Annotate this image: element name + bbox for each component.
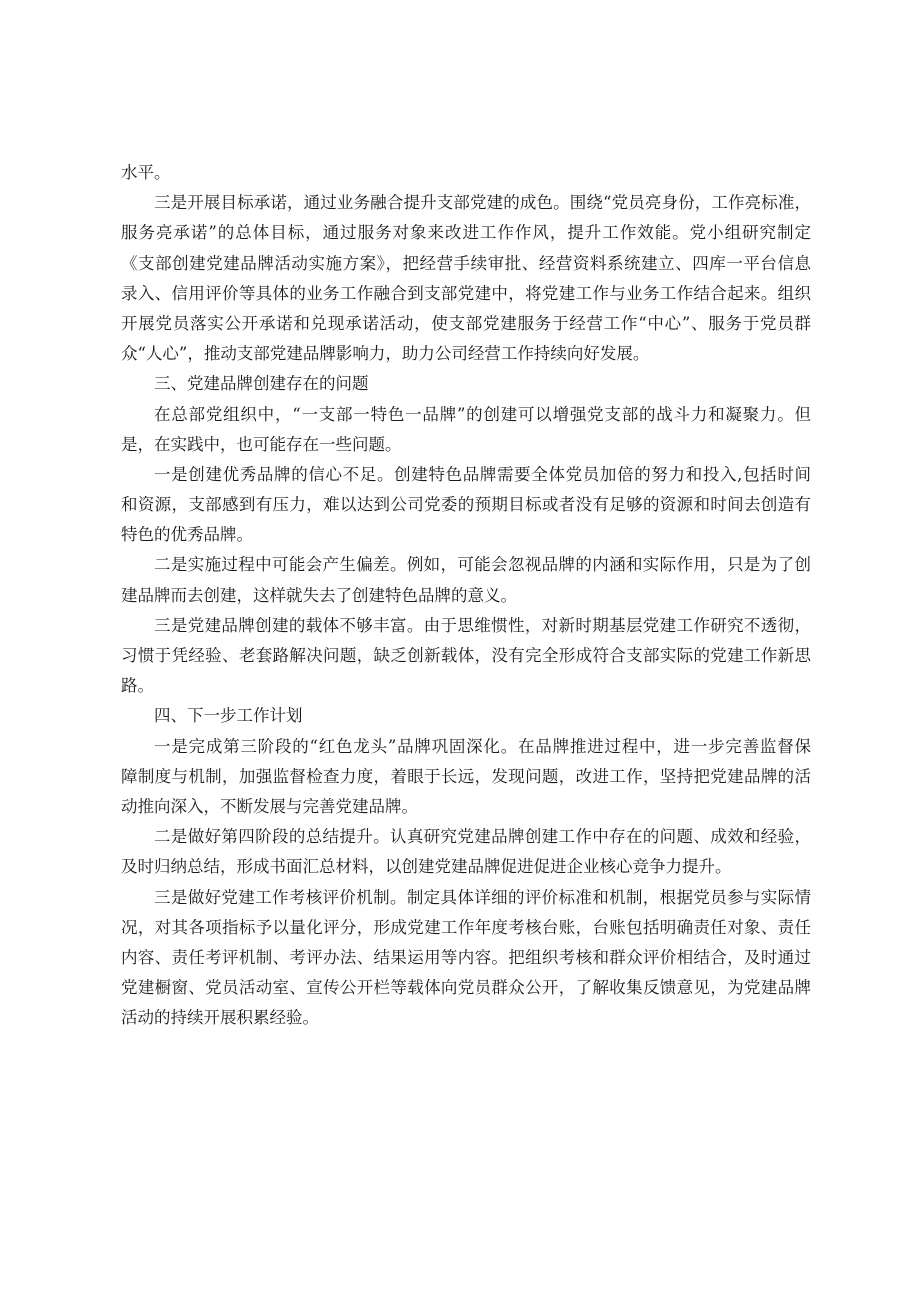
text-line: 在总部党组织中，“一支部一特色一品牌”的创建可以增强党支部的战斗力和凝聚力。但 [154, 404, 811, 424]
text-line: 二是做好第四阶段的总结提升。认真研究党建品牌创建工作中存在的问题、成效和经验， [154, 827, 811, 847]
text-line: 活动的持续开展积累经验。 [121, 1008, 319, 1028]
paragraph-plan-three [121, 883, 811, 1034]
paragraph-problem-three [121, 611, 811, 702]
paragraph-plan-one [121, 732, 811, 823]
text-line: 党建橱窗、党员活动室、宣传公开栏等载体向党员群众公开，了解收集反馈意见，为党建品牌 [121, 978, 811, 998]
text-line: 路。 [121, 676, 154, 696]
text-line: 障制度与机制，加强监督检查力度，着眼于长远，发现问题，改进工作，坚持把党建品牌的活 [121, 766, 811, 786]
text-line: 一是创建优秀品牌的信心不足。创建特色品牌需要全体党员加倍的努力和投入,包括时间 [154, 464, 811, 484]
text-line: 习惯于凭经验、老套路解决问题，缺乏创新载体，没有完全形成符合支部实际的党建工作新思 [121, 646, 811, 665]
text-line: 一是完成第三阶段的“红色龙头”品牌巩固深化。在品牌推进过程中，进一步完善监督保 [154, 736, 811, 756]
paragraph-problem-one [121, 460, 811, 551]
section-heading: 三、党建品牌创建存在的问题 [154, 374, 369, 394]
text-line: 二是实施过程中可能会产生偏差。例如，可能会忽视品牌的内涵和实际作用，只是为了创 [154, 555, 811, 575]
text-line: 和资源，支部感到有压力，难以达到公司党委的预期目标或者没有足够的资源和时间去创造有 [121, 495, 811, 515]
text-line: 建品牌而去创建，这样就失去了创建特色品牌的意义。 [121, 585, 517, 605]
text-line: 三是开展目标承诺，通过业务融合提升支部党建的成色。围绕“党员亮身份，工作亮标准， [154, 193, 811, 213]
section-heading: 四、下一步工作计划 [154, 706, 303, 726]
text-line: 《支部创建党建品牌活动实施方案》，把经营手续审批、经营资料系统建立、四库一平台信息 [121, 253, 811, 273]
text-line: 内容、责任考评机制、考评办法、结果运用等内容。把组织考核和群众评价相结合，及时通过 [121, 947, 811, 967]
document-body [121, 158, 811, 1033]
text-line: 三是做好党建工作考核评价机制。制定具体详细的评价标准和机制，根据党员参与实际情 [154, 887, 811, 907]
paragraph-target-commitment [121, 188, 811, 369]
text-line: 三是党建品牌创建的载体不够丰富。由于思维惯性，对新时期基层党建工作研究不透彻， [154, 615, 811, 635]
text-line: 特色的优秀品牌。 [121, 525, 253, 545]
section-heading-next-steps [121, 701, 811, 731]
text-line: 是，在实践中，也可能存在一些问题。 [121, 434, 402, 454]
paragraph-problems-intro [121, 400, 811, 460]
text-line: 水平。 [121, 163, 171, 182]
text-line: 录入、信用评价等具体的业务工作融合到支部党建中，将党建工作与业务工作结合起来。组织 [121, 283, 811, 303]
paragraph-continuation [121, 158, 811, 188]
text-line: 动推向深入，不断发展与完善党建品牌。 [121, 796, 418, 816]
paragraph-problem-two [121, 550, 811, 610]
text-line: 况，对其各项指标予以量化评分，形成党建工作年度考核台账，台账包括明确责任对象、责任 [121, 917, 811, 937]
paragraph-plan-two [121, 822, 811, 882]
text-line: 开展党员落实公开承诺和兑现承诺活动，使支部党建服务于经营工作“中心”、服务于党员群 [121, 313, 811, 333]
text-line: 及时归纳总结，形成书面汇总材料，以创建党建品牌促进促进企业核心竞争力提升。 [121, 857, 732, 877]
section-heading-problems [121, 369, 811, 399]
text-line: 服务亮承诺”的总体目标，通过服务对象来改进工作作风，提升工作效能。党小组研究制定 [121, 223, 811, 243]
text-line: 众“人心”，推动支部党建品牌影响力，助力公司经营工作持续向好发展。 [121, 344, 650, 364]
